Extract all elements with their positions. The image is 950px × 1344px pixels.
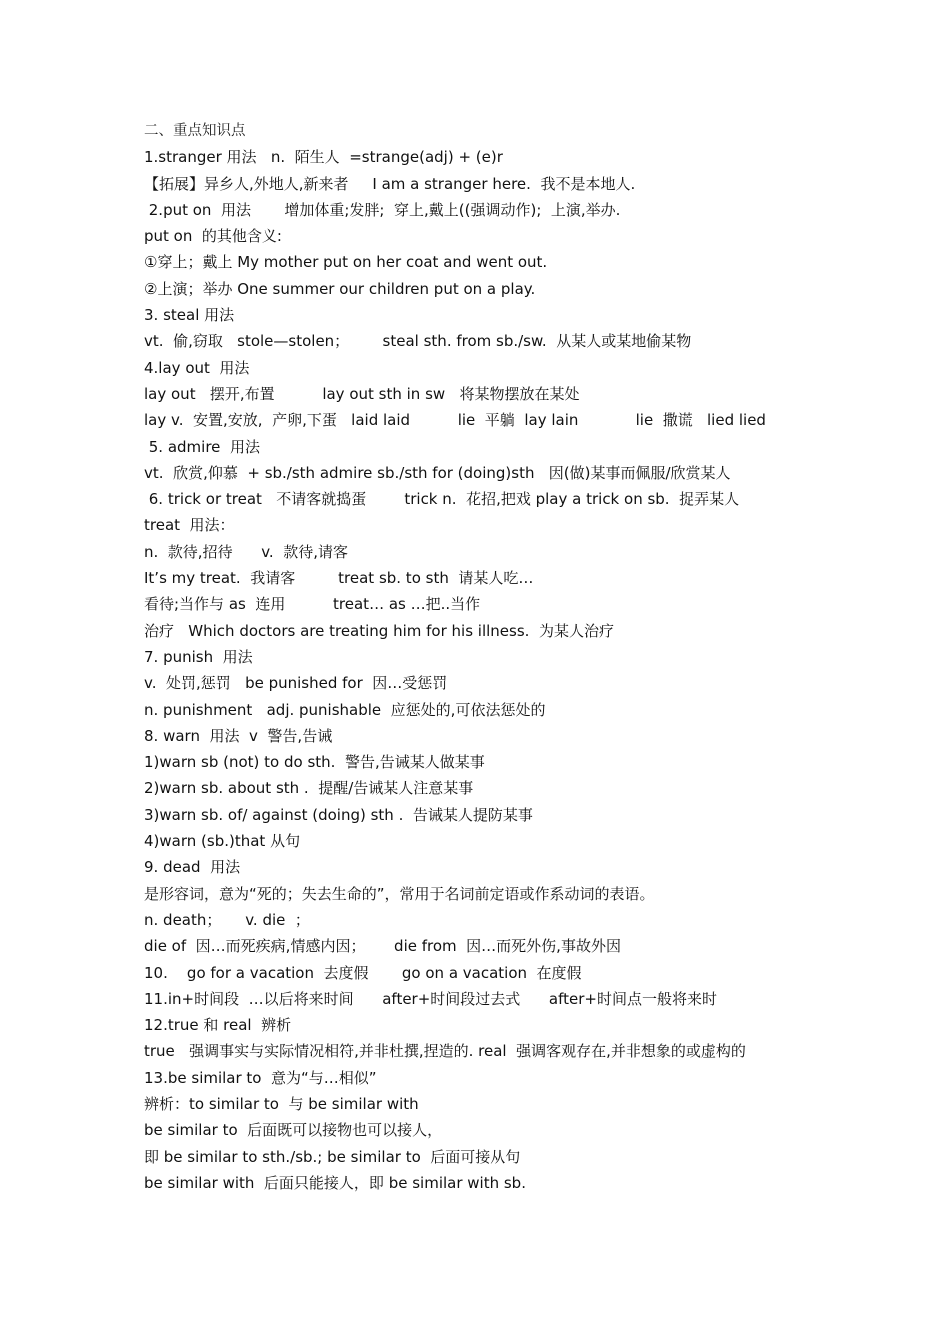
text-line-7: 3. steal 用法 [144, 306, 235, 325]
text-line-17: It’s my treat. 我请客 treat sb. to sth 请某人吃… [144, 569, 534, 588]
text-line-22: n. punishment adj. punishable 应惩处的,可依法惩处的 [144, 700, 546, 719]
text-line-5: ①穿上；戴上 My mother put on her coat and went out. [144, 253, 548, 272]
section-heading: 二、重点知识点 [144, 123, 246, 139]
text-line-36: 13.be similar to 意为“与…相似” [144, 1068, 377, 1087]
text-line-38: be similar to 后面既可以接物也可以接人， [144, 1121, 443, 1140]
text-line-11: lay v. 安置,安放, 产卵,下蛋 laid laid lie 平躺 lay lain lie 撒谎 lied lied [144, 411, 766, 430]
text-line-31: die of 因…而死疾病,情感内因； die from 因…而死外伤,事故外因 [144, 937, 621, 956]
text-line-13: vt. 欣赏,仰慕 + sb./sth admire sb./sth for (doing)sth 因(做)某事而佩服/欣赏某人 [144, 463, 731, 482]
text-line-34: 12.true 和 real 辨析 [144, 1016, 292, 1035]
text-line-4: put on 的其他含义: [144, 227, 282, 246]
document-body [144, 118, 924, 1196]
text-line-18: 看待;当作与 as 连用 treat… as …把..当作 [144, 595, 481, 614]
text-line-33: 11.in+时间段 …以后将来时间 after+时间段过去式 after+时间点一般将来时 [144, 989, 717, 1008]
text-line-15: treat 用法： [144, 516, 235, 535]
text-line-30: n. death； v. die ； [144, 910, 310, 929]
text-line-8: vt. 偷,窃取 stole—stolen； steal sth. from sb./sw. 从某人或某地偷某物 [144, 332, 692, 351]
text-line-26: 3)warn sb. of/ against (doing) sth . 告诫某人提防某事 [144, 805, 533, 824]
text-line-16: n. 款待,招待 v. 款待,请客 [144, 542, 348, 561]
text-line-25: 2)warn sb. about sth . 提醒/告诫某人注意某事 [144, 779, 474, 798]
text-line-37: 辨析：to similar to 与 be similar with [144, 1094, 419, 1113]
text-line-19: 治疗 Which doctors are treating him for his illness. 为某人治疗 [144, 621, 614, 640]
text-line-27: 4)warn (sb.)that 从句 [144, 832, 301, 851]
text-line-32: 10. go for a vacation 去度假 go on a vacation 在度假 [144, 963, 582, 982]
text-line-28: 9. dead 用法 [144, 858, 241, 877]
text-line-10: lay out 摆开,布置 lay out sth in sw 将某物摆放在某处 [144, 384, 580, 403]
text-line-24: 1)warn sb (not) to do sth. 警告,告诫某人做某事 [144, 753, 485, 772]
text-line-35: true 强调事实与实际情况相符,并非杜撰,捏造的. real 强调客观存在,并非想象的或虚构的 [144, 1042, 746, 1061]
text-line-40: be similar with 后面只能接人，即 be similar with sb. [144, 1173, 526, 1192]
text-line-14: 6. trick or treat 不请客就捣蛋 trick n. 花招,把戏 play a trick on sb. 捉弄某人 [144, 490, 740, 509]
text-line-6: ②上演；举办 One summer our children put on a play. [144, 279, 536, 298]
text-line-29: 是形容词，意为“死的；失去生命的”，常用于名词前定语或作系动词的表语。 [144, 884, 655, 903]
text-line-3: 2.put on 用法 增加体重;发胖; 穿上,戴上((强调动作); 上演,举办. [144, 200, 621, 219]
text-line-20: 7. punish 用法 [144, 647, 253, 666]
text-line-21: v. 处罚,惩罚 be punished for 因…受惩罚 [144, 674, 448, 693]
text-line-23: 8. warn 用法 v 警告,告诫 [144, 726, 333, 745]
text-line-12: 5. admire 用法 [144, 437, 260, 456]
text-line-9: 4.lay out 用法 [144, 358, 250, 377]
text-line-1: 1.stranger 用法 n. 陌生人 =strange(adj) + (e)r [144, 148, 503, 167]
text-line-39: 即 be similar to sth./sb.; be similar to 后面可接从句 [144, 1147, 521, 1166]
text-line-2: 【拓展】异乡人,外地人,新来者 I am a stranger here. 我不是本地人. [144, 174, 636, 193]
